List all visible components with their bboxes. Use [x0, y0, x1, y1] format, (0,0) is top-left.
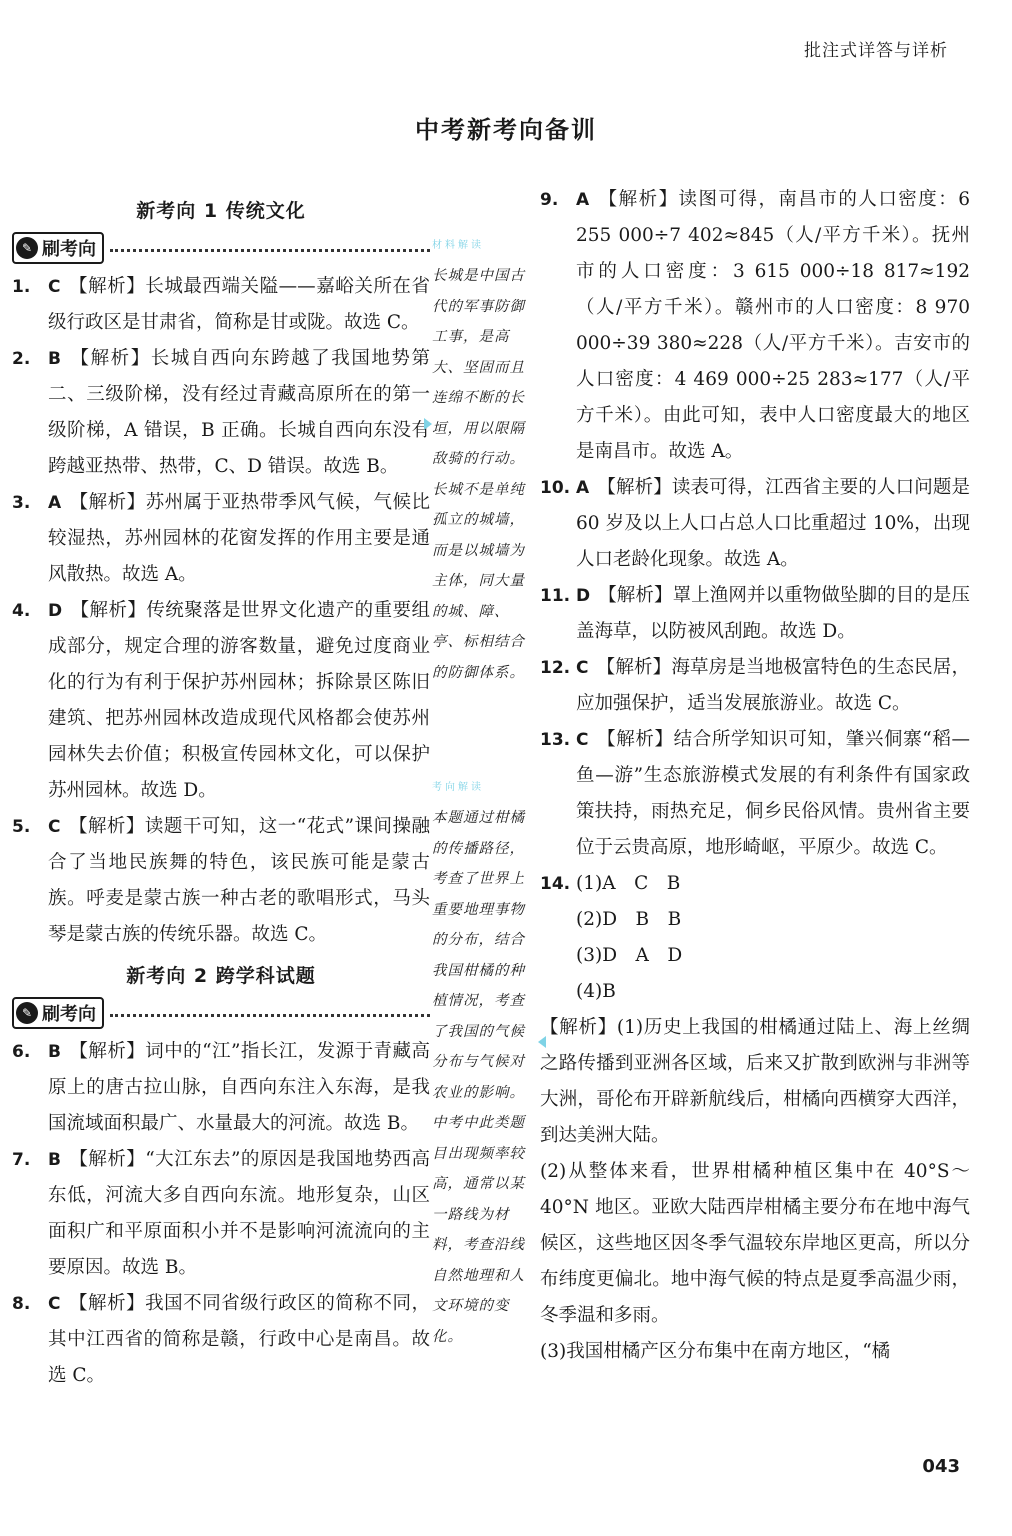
banner-label: ✎ 刷考向 — [12, 997, 104, 1029]
question-list-2 — [12, 1034, 430, 1394]
dotted-rule — [110, 249, 430, 252]
question-item: 7. B 【解析】“大江东去”的原因是我国地势西高东低，河流大多自西向东流。地形复杂，山区面积广和平原面积小并不是影响河流流向的主要原因。故选 B。 — [12, 1149, 430, 1278]
q14-answer-line: 14. (1)A C B — [540, 873, 681, 894]
dotted-rule — [110, 1014, 430, 1017]
side-note-text: 本题通过柑橘的传播路径，考查了世界上重要地理事物的分布，结合我国柑橘的种植情况，考查了我国的气候分布与气候对农业的影响。中考中此类题目出现频率较高，通常以某一路线为材料，考查沿线自然地理和人文环境的变化。 — [432, 810, 525, 1345]
q14-answer-line: (3)D A D — [576, 945, 683, 966]
pencil-icon: ✎ — [16, 1002, 38, 1024]
annotation-column — [432, 232, 540, 1352]
q14-answer-line: (2)D B B — [576, 909, 682, 930]
header-tag: 批注式详答与详析 — [804, 41, 948, 61]
question-item: 1. C 【解析】长城最西端关隘——嘉峪关所在省级行政区是甘肃省，简称是甘或陇。故选 C。 — [12, 276, 430, 333]
section-title-2: 新考向 2 跨学科试题 — [126, 965, 316, 987]
pointer-arrow-icon — [424, 418, 432, 430]
right-column — [540, 182, 970, 1370]
pencil-icon: ✎ — [16, 237, 38, 259]
q14-answer-line: (4)B — [576, 981, 616, 1002]
question-item: 6. B 【解析】词中的“江”指长江，发源于青藏高原上的唐古拉山脉，自西向东注入东海，是我国流域面积最广、水量最大的河流。故选 B。 — [12, 1041, 430, 1134]
page-number: 043 — [922, 1456, 960, 1477]
question-item: 5. C 【解析】读题干可知，这一“花式”课间操融合了当地民族舞的特色，该民族可能是蒙古族。呼麦是蒙古族一种古老的歌唱形式，马头琴是蒙古族的传统乐器。故选 C。 — [12, 816, 430, 945]
banner-label: ✎ 刷考向 — [12, 232, 104, 264]
side-note-text: 长城是中国古代的军事防御工事，是高大、坚固而且连绵不断的长垣，用以限隔敌骑的行动。长城不是单纯孤立的城墙，而是以城墙为主体，同大量的城、障、亭、标相结合的防御体系。 — [432, 268, 525, 681]
side-note-heading: 材料解读 — [432, 240, 484, 251]
question-item: 10. A 【解析】读表可得，江西省主要的人口问题是 60 岁及以上人口占总人口比重超过 10%，出现人口老龄化现象。故选 A。 — [540, 477, 970, 570]
q14-analysis: (3)我国柑橘产区分布集中在南方地区，“橘 — [540, 1341, 891, 1362]
question-item: 2. B 【解析】长城自西向东跨越了我国地势第二、三级阶梯，没有经过青藏高原所在的第一级阶梯，A 错误，B 正确。长城自西向东没有跨越亚热带、热带，C、D 错误。故选 B。 — [12, 348, 430, 477]
question-item: 12. C 【解析】海草房是当地极富特色的生态民居，应加强保护，适当发展旅游业。故选 C。 — [540, 657, 970, 714]
question-item: 13. C 【解析】结合所学知识可知，肇兴侗寨“稻—鱼—游”生态旅游模式发展的有利条件有国家政策扶持，雨热充足，侗乡民俗风情。贵州省主要位于云贵高原，地形崎岖，平原少。故选 C。 — [540, 729, 970, 858]
side-note-1 — [432, 236, 540, 688]
question-item: 4. D 【解析】传统聚落是世界文化遗产的重要组成部分，规定合理的游客数量，避免过度商业化的行为有利于保护苏州园林；拆除景区陈旧建筑、把苏州园林改造成现代风格都会使苏州园林失去价值；积极宣传园林文化，可以保护苏州园林。故选 D。 — [12, 600, 430, 801]
page-title: 中考新考向备训 — [415, 116, 597, 144]
q14-analysis: 【解析】(1)历史上我国的柑橘通过陆上、海上丝绸之路传播到亚洲各区域，后来又扩散到欧洲与非洲等大洲，哥伦布开辟新航线后，柑橘向西横穿大西洋，到达美洲大陆。 — [540, 1017, 970, 1146]
practice-banner-2 — [12, 998, 430, 1028]
question-list-1 — [12, 269, 430, 953]
question-item: 3. A 【解析】苏州属于亚热带季风气候，气候比较湿热，苏州园林的花窗发挥的作用主要是通风散热。故选 A。 — [12, 492, 430, 585]
section-title-1: 新考向 1 传统文化 — [136, 200, 306, 222]
side-note-heading: 考向解读 — [432, 782, 484, 793]
question-item: 8. C 【解析】我国不同省级行政区的简称不同，其中江西省的简称是赣，行政中心是南昌。故选 C。 — [12, 1293, 430, 1386]
left-column — [12, 190, 430, 1394]
question-14 — [540, 866, 970, 1370]
q14-analysis: (2)从整体来看，世界柑橘种植区集中在 40°S～40°N 地区。亚欧大陆西岸柑橘主要分布在地中海气候区，这些地区因冬季气温较东岸地区更高，所以分布纬度更偏北。地中海气候的特点是夏季高温少雨，冬季温和多雨。 — [540, 1161, 970, 1326]
practice-banner-1 — [12, 233, 430, 263]
question-item: 11. D 【解析】罩上渔网并以重物做坠脚的目的是压盖海草，以防被风刮跑。故选 D。 — [540, 585, 970, 642]
question-item: 9. A 【解析】读图可得，南昌市的人口密度：6 255 000÷7 402≈845（人/平方千米）。抚州市的人口密度：3 615 000÷18 817≈192（人/平方千米）。赣州市的人口密度：8 970 000÷39 380≈228（人/平方千米）。吉安市的人口密度：4 469 000÷25 283≈177（人/平方千米）。由此可知，表中人口密度最大的地区是南昌市。故选 A。 — [540, 189, 970, 462]
side-note-2 — [432, 778, 540, 1352]
